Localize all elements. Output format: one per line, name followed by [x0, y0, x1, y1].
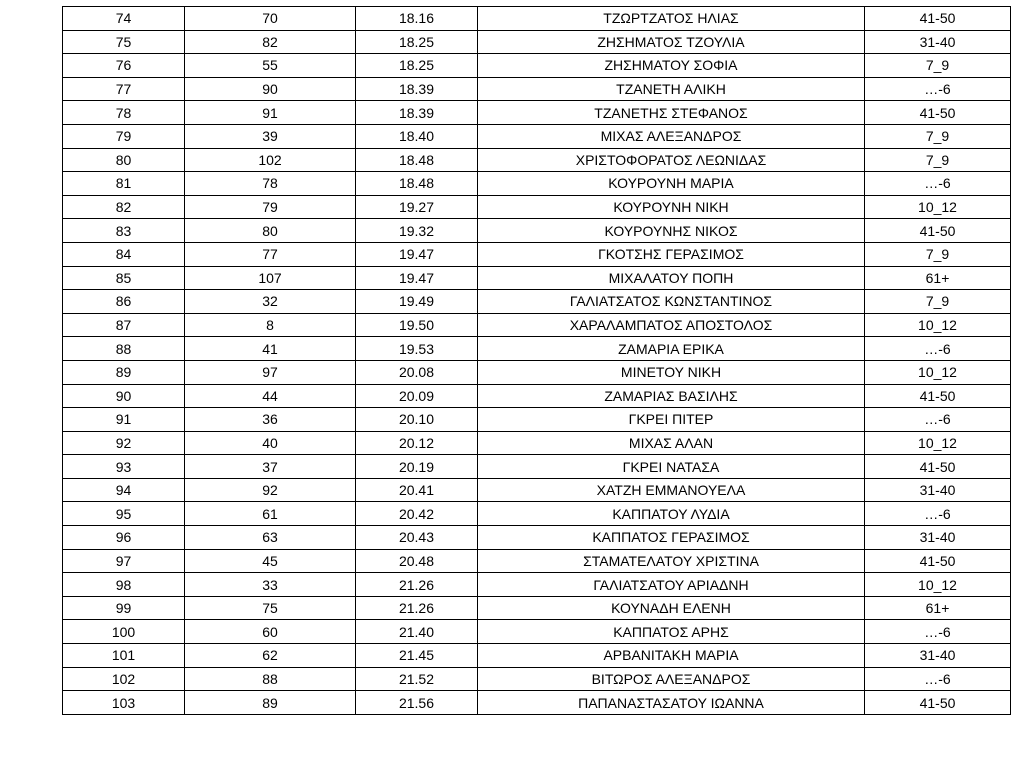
- bib-number-cell: 40: [185, 431, 356, 455]
- table-row: [63, 360, 1011, 384]
- table-row: [63, 290, 1011, 314]
- table-row: [63, 408, 1011, 432]
- finish-time-cell: 20.41: [356, 478, 478, 502]
- age-category-cell: …-6: [865, 408, 1011, 432]
- bib-number-cell: 88: [185, 667, 356, 691]
- age-category-cell: 7_9: [865, 54, 1011, 78]
- table-row: [63, 502, 1011, 526]
- table-row: [63, 54, 1011, 78]
- age-category-cell: 41-50: [865, 549, 1011, 573]
- age-category-cell: 41-50: [865, 7, 1011, 31]
- bib-number-cell: 89: [185, 691, 356, 715]
- athlete-name-cell: ΜΙΧΑΣ ΑΛΕΞΑΝΔΡΟΣ: [478, 124, 865, 148]
- finish-time-cell: 18.25: [356, 54, 478, 78]
- athlete-name-cell: ΖΑΜΑΡΙΑ ΕΡΙΚΑ: [478, 337, 865, 361]
- athlete-name-cell: ΜΙΧΑΛΑΤΟΥ ΠΟΠΗ: [478, 266, 865, 290]
- finish-time-cell: 20.12: [356, 431, 478, 455]
- position-cell: 100: [63, 620, 185, 644]
- position-cell: 102: [63, 667, 185, 691]
- position-cell: 86: [63, 290, 185, 314]
- position-cell: 84: [63, 242, 185, 266]
- position-cell: 87: [63, 313, 185, 337]
- age-category-cell: 31-40: [865, 30, 1011, 54]
- finish-time-cell: 20.08: [356, 360, 478, 384]
- age-category-cell: …-6: [865, 172, 1011, 196]
- finish-time-cell: 19.50: [356, 313, 478, 337]
- position-cell: 77: [63, 77, 185, 101]
- table-row: [63, 431, 1011, 455]
- athlete-name-cell: ΓΑΛΙΑΤΣΑΤΟΥ ΑΡΙΑΔΝΗ: [478, 573, 865, 597]
- table-row: [63, 549, 1011, 573]
- table-row: [63, 219, 1011, 243]
- position-cell: 97: [63, 549, 185, 573]
- table-row: [63, 242, 1011, 266]
- position-cell: 96: [63, 526, 185, 550]
- position-cell: 78: [63, 101, 185, 125]
- bib-number-cell: 41: [185, 337, 356, 361]
- position-cell: 76: [63, 54, 185, 78]
- age-category-cell: 41-50: [865, 455, 1011, 479]
- bib-number-cell: 55: [185, 54, 356, 78]
- age-category-cell: 41-50: [865, 101, 1011, 125]
- finish-time-cell: 19.27: [356, 195, 478, 219]
- finish-time-cell: 20.48: [356, 549, 478, 573]
- results-table-body: [63, 7, 1011, 715]
- bib-number-cell: 39: [185, 124, 356, 148]
- age-category-cell: …-6: [865, 667, 1011, 691]
- position-cell: 92: [63, 431, 185, 455]
- table-row: [63, 101, 1011, 125]
- finish-time-cell: 20.09: [356, 384, 478, 408]
- athlete-name-cell: ΚΟΥΡΟΥΝΗ ΝΙΚΗ: [478, 195, 865, 219]
- age-category-cell: …-6: [865, 620, 1011, 644]
- age-category-cell: 10_12: [865, 360, 1011, 384]
- age-category-cell: 7_9: [865, 290, 1011, 314]
- position-cell: 74: [63, 7, 185, 31]
- table-row: [63, 667, 1011, 691]
- finish-time-cell: 19.47: [356, 242, 478, 266]
- finish-time-cell: 19.32: [356, 219, 478, 243]
- table-row: [63, 573, 1011, 597]
- finish-time-cell: 18.48: [356, 172, 478, 196]
- position-cell: 80: [63, 148, 185, 172]
- bib-number-cell: 70: [185, 7, 356, 31]
- age-category-cell: …-6: [865, 502, 1011, 526]
- position-cell: 103: [63, 691, 185, 715]
- age-category-cell: 7_9: [865, 148, 1011, 172]
- table-row: [63, 478, 1011, 502]
- position-cell: 88: [63, 337, 185, 361]
- age-category-cell: 31-40: [865, 644, 1011, 668]
- finish-time-cell: 20.19: [356, 455, 478, 479]
- bib-number-cell: 75: [185, 596, 356, 620]
- position-cell: 99: [63, 596, 185, 620]
- position-cell: 91: [63, 408, 185, 432]
- finish-time-cell: 21.52: [356, 667, 478, 691]
- position-cell: 79: [63, 124, 185, 148]
- table-row: [63, 620, 1011, 644]
- position-cell: 82: [63, 195, 185, 219]
- athlete-name-cell: ΚΑΠΠΑΤΟΥ ΛΥΔΙΑ: [478, 502, 865, 526]
- bib-number-cell: 36: [185, 408, 356, 432]
- bib-number-cell: 78: [185, 172, 356, 196]
- athlete-name-cell: ΚΟΥΡΟΥΝΗΣ ΝΙΚΟΣ: [478, 219, 865, 243]
- age-category-cell: 10_12: [865, 313, 1011, 337]
- finish-time-cell: 18.16: [356, 7, 478, 31]
- table-row: [63, 596, 1011, 620]
- bib-number-cell: 107: [185, 266, 356, 290]
- finish-time-cell: 21.26: [356, 573, 478, 597]
- athlete-name-cell: ΚΟΥΡΟΥΝΗ ΜΑΡΙΑ: [478, 172, 865, 196]
- table-row: [63, 7, 1011, 31]
- position-cell: 81: [63, 172, 185, 196]
- bib-number-cell: 45: [185, 549, 356, 573]
- table-row: [63, 455, 1011, 479]
- position-cell: 89: [63, 360, 185, 384]
- finish-time-cell: 21.40: [356, 620, 478, 644]
- bib-number-cell: 80: [185, 219, 356, 243]
- bib-number-cell: 92: [185, 478, 356, 502]
- finish-time-cell: 18.39: [356, 101, 478, 125]
- bib-number-cell: 61: [185, 502, 356, 526]
- athlete-name-cell: ΣΤΑΜΑΤΕΛΑΤΟΥ ΧΡΙΣΤΙΝΑ: [478, 549, 865, 573]
- finish-time-cell: 18.48: [356, 148, 478, 172]
- finish-time-cell: 21.26: [356, 596, 478, 620]
- results-table: [62, 6, 1011, 715]
- bib-number-cell: 102: [185, 148, 356, 172]
- position-cell: 85: [63, 266, 185, 290]
- age-category-cell: …-6: [865, 337, 1011, 361]
- athlete-name-cell: ΧΡΙΣΤΟΦΟΡΑΤΟΣ ΛΕΩΝΙΔΑΣ: [478, 148, 865, 172]
- age-category-cell: 41-50: [865, 384, 1011, 408]
- bib-number-cell: 63: [185, 526, 356, 550]
- bib-number-cell: 32: [185, 290, 356, 314]
- bib-number-cell: 91: [185, 101, 356, 125]
- finish-time-cell: 21.45: [356, 644, 478, 668]
- finish-time-cell: 19.47: [356, 266, 478, 290]
- table-row: [63, 337, 1011, 361]
- athlete-name-cell: ΚΑΠΠΑΤΟΣ ΓΕΡΑΣΙΜΟΣ: [478, 526, 865, 550]
- age-category-cell: 61+: [865, 266, 1011, 290]
- athlete-name-cell: ΚΟΥΝΑΔΗ ΕΛΕΝΗ: [478, 596, 865, 620]
- table-row: [63, 526, 1011, 550]
- athlete-name-cell: ΓΚΟΤΣΗΣ ΓΕΡΑΣΙΜΟΣ: [478, 242, 865, 266]
- bib-number-cell: 62: [185, 644, 356, 668]
- athlete-name-cell: ΖΗΣΗΜΑΤΟΥ ΣΟΦΙΑ: [478, 54, 865, 78]
- finish-time-cell: 20.43: [356, 526, 478, 550]
- table-row: [63, 124, 1011, 148]
- athlete-name-cell: ΧΑΡΑΛΑΜΠΑΤΟΣ ΑΠΟΣΤΟΛΟΣ: [478, 313, 865, 337]
- finish-time-cell: 19.49: [356, 290, 478, 314]
- table-row: [63, 644, 1011, 668]
- athlete-name-cell: ΓΑΛΙΑΤΣΑΤΟΣ ΚΩΝΣΤΑΝΤΙΝΟΣ: [478, 290, 865, 314]
- position-cell: 90: [63, 384, 185, 408]
- finish-time-cell: 20.42: [356, 502, 478, 526]
- table-row: [63, 77, 1011, 101]
- table-row: [63, 313, 1011, 337]
- finish-time-cell: 18.39: [356, 77, 478, 101]
- bib-number-cell: 97: [185, 360, 356, 384]
- finish-time-cell: 19.53: [356, 337, 478, 361]
- finish-time-cell: 21.56: [356, 691, 478, 715]
- athlete-name-cell: ΜΙΧΑΣ ΑΛΑΝ: [478, 431, 865, 455]
- age-category-cell: 41-50: [865, 691, 1011, 715]
- table-row: [63, 691, 1011, 715]
- finish-time-cell: 20.10: [356, 408, 478, 432]
- table-row: [63, 266, 1011, 290]
- athlete-name-cell: ΑΡΒΑΝΙΤΑΚΗ ΜΑΡΙΑ: [478, 644, 865, 668]
- athlete-name-cell: ΓΚΡΕΙ ΝΑΤΑΣΑ: [478, 455, 865, 479]
- table-row: [63, 172, 1011, 196]
- position-cell: 98: [63, 573, 185, 597]
- age-category-cell: 10_12: [865, 431, 1011, 455]
- age-category-cell: 7_9: [865, 242, 1011, 266]
- position-cell: 75: [63, 30, 185, 54]
- table-row: [63, 384, 1011, 408]
- table-row: [63, 195, 1011, 219]
- athlete-name-cell: ΤΖΑΝΕΤΗΣ ΣΤΕΦΑΝΟΣ: [478, 101, 865, 125]
- age-category-cell: 61+: [865, 596, 1011, 620]
- athlete-name-cell: ΠΑΠΑΝΑΣΤΑΣΑΤΟΥ ΙΩΑΝΝΑ: [478, 691, 865, 715]
- bib-number-cell: 60: [185, 620, 356, 644]
- position-cell: 94: [63, 478, 185, 502]
- athlete-name-cell: ΚΑΠΠΑΤΟΣ ΑΡΗΣ: [478, 620, 865, 644]
- bib-number-cell: 77: [185, 242, 356, 266]
- finish-time-cell: 18.40: [356, 124, 478, 148]
- position-cell: 83: [63, 219, 185, 243]
- table-row: [63, 30, 1011, 54]
- athlete-name-cell: ΧΑΤΖΗ ΕΜΜΑΝΟΥΕΛΑ: [478, 478, 865, 502]
- table-row: [63, 148, 1011, 172]
- athlete-name-cell: ΤΖΑΝΕΤΗ ΑΛΙΚΗ: [478, 77, 865, 101]
- athlete-name-cell: ΓΚΡΕΙ ΠΙΤΕΡ: [478, 408, 865, 432]
- athlete-name-cell: ΖΗΣΗΜΑΤΟΣ ΤΖΟΥΛΙΑ: [478, 30, 865, 54]
- athlete-name-cell: ΖΑΜΑΡΙΑΣ ΒΑΣΙΛΗΣ: [478, 384, 865, 408]
- bib-number-cell: 79: [185, 195, 356, 219]
- bib-number-cell: 82: [185, 30, 356, 54]
- age-category-cell: 10_12: [865, 573, 1011, 597]
- age-category-cell: 10_12: [865, 195, 1011, 219]
- athlete-name-cell: ΜΙΝΕΤΟΥ ΝΙΚΗ: [478, 360, 865, 384]
- athlete-name-cell: ΒΙΤΩΡΟΣ ΑΛΕΞΑΝΔΡΟΣ: [478, 667, 865, 691]
- bib-number-cell: 8: [185, 313, 356, 337]
- age-category-cell: 31-40: [865, 478, 1011, 502]
- age-category-cell: 41-50: [865, 219, 1011, 243]
- position-cell: 95: [63, 502, 185, 526]
- bib-number-cell: 90: [185, 77, 356, 101]
- bib-number-cell: 33: [185, 573, 356, 597]
- athlete-name-cell: ΤΖΩΡΤΖΑΤΟΣ ΗΛΙΑΣ: [478, 7, 865, 31]
- age-category-cell: …-6: [865, 77, 1011, 101]
- age-category-cell: 31-40: [865, 526, 1011, 550]
- bib-number-cell: 37: [185, 455, 356, 479]
- position-cell: 93: [63, 455, 185, 479]
- bib-number-cell: 44: [185, 384, 356, 408]
- finish-time-cell: 18.25: [356, 30, 478, 54]
- position-cell: 101: [63, 644, 185, 668]
- age-category-cell: 7_9: [865, 124, 1011, 148]
